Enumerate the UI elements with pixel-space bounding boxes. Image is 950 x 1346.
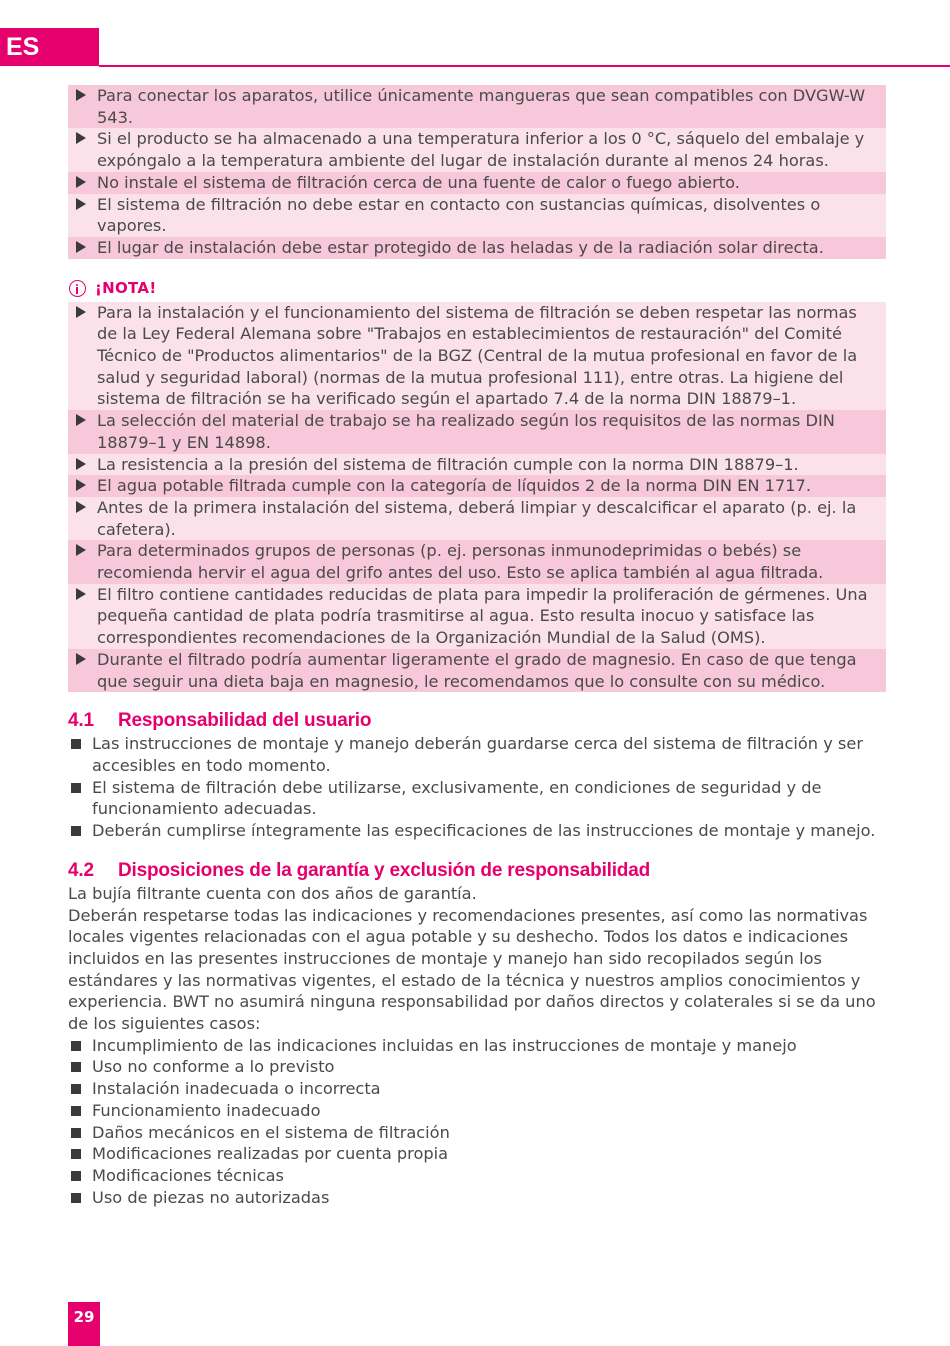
list-item: Modificaciones técnicas	[68, 1165, 886, 1187]
note-heading: ¡NOTA!	[68, 276, 886, 302]
page-number: 29	[68, 1302, 100, 1346]
triangle-bullet-icon	[76, 479, 86, 491]
square-bullet-icon	[71, 739, 81, 749]
page-content	[68, 85, 886, 1208]
square-bullet-icon	[71, 1062, 81, 1072]
list-item: El filtro contiene cantidades reducidas de plata para impedir la proliferación de gérmenes. Una pequeña cantidad de plata podría trasmitirse al agua. Esto resulta inocuo y satisface las correspondientes recomendaciones de la Organización Mundial de la Salud (OMS).	[68, 584, 886, 649]
triangle-bullet-icon	[76, 132, 86, 144]
list-item: El lugar de instalación debe estar protegido de las heladas y de la radiación solar directa.	[68, 237, 886, 259]
list-item: Uso no conforme a lo previsto	[68, 1056, 886, 1078]
warranty-paragraph: La bujía filtrante cuenta con dos años de garantía.	[68, 883, 477, 903]
list-item: El agua potable filtrada cumple con la categoría de líquidos 2 de la norma DIN EN 1717.	[68, 475, 886, 497]
triangle-bullet-icon	[76, 414, 86, 426]
list-item: Si el producto se ha almacenado a una temperatura inferior a los 0 °C, sáquelo del embalaje y expóngalo a la temperatura ambiente del lugar de instalación durante al menos 24 horas.	[68, 128, 886, 171]
square-bullet-icon	[71, 1106, 81, 1116]
list-item: Deberán cumplirse íntegramente las especificaciones de las instrucciones de montaje y manejo.	[68, 820, 886, 842]
square-bullet-icon	[71, 1171, 81, 1181]
header-rule	[99, 65, 950, 67]
list-item: Instalación inadecuada o incorrecta	[68, 1078, 886, 1100]
triangle-bullet-icon	[76, 176, 86, 188]
triangle-bullet-icon	[76, 588, 86, 600]
list-item: No instale el sistema de filtración cerca de una fuente de calor o fuego abierto.	[68, 172, 886, 194]
list-item: Para conectar los aparatos, utilice únicamente mangueras que sean compatibles con DVGW-W 543.	[68, 85, 886, 128]
exclusion-list	[68, 1035, 886, 1209]
list-item: La selección del material de trabajo se ha realizado según los requisitos de las normas DIN 18879–1 y EN 14898.	[68, 410, 886, 453]
list-item: Para la instalación y el funcionamiento del sistema de filtración se deben respetar las normas de la Ley Federal Alemana sobre "Trabajos en establecimientos de restauración" del Comité Técnico de "Productos alimentarios" de la BGZ (Central de la mutua profesional en favor de la salud y seguridad laboral) (normas de la mutua profesional 111), entre otras. La higiene del sistema de filtración se ha verificado según el apartado 7.4 de la norma DIN 18879–1.	[68, 302, 886, 411]
triangle-bullet-icon	[76, 544, 86, 556]
triangle-bullet-icon	[76, 89, 86, 101]
triangle-bullet-icon	[76, 501, 86, 513]
language-tab: ES	[0, 28, 99, 66]
info-icon	[69, 280, 86, 297]
triangle-bullet-icon	[76, 241, 86, 253]
square-bullet-icon	[71, 1084, 81, 1094]
list-item: Durante el filtrado podría aumentar ligeramente el grado de magnesio. En caso de que tenga que seguir una dieta baja en magnesio, le recomendamos que lo consulte con su médico.	[68, 649, 886, 692]
list-item: Para determinados grupos de personas (p. ej. personas inmunodeprimidas o bebés) se recomienda hervir el agua del grifo antes del uso. Esto se aplica también al agua filtrada.	[68, 540, 886, 583]
square-bullet-icon	[71, 783, 81, 793]
square-bullet-icon	[71, 1149, 81, 1159]
triangle-bullet-icon	[76, 306, 86, 318]
triangle-bullet-icon	[76, 653, 86, 665]
list-item: El sistema de filtración no debe estar en contacto con sustancias químicas, disolventes o vapores.	[68, 194, 886, 237]
liability-paragraph: Deberán respetarse todas las indicaciones y recomendaciones presentes, así como las normativas locales vigentes relacionadas con el agua potable y su deshecho. Todos los datos e indicaciones incluidos en las presentes instrucciones de montaje y manejo han sido recopilados según los estándares y las normativas vigentes, el estado de la técnica y nuestros amplios conocimientos y experiencia. BWT no asumirá ninguna responsabilidad por daños directos y colaterales si se da uno de los siguientes casos:	[68, 905, 876, 1034]
section-heading-4-2: 4.2 Disposiciones de la garantía y exclusión de responsabilidad	[68, 859, 650, 881]
square-bullet-icon	[71, 1041, 81, 1051]
list-item: La resistencia a la presión del sistema de filtración cumple con la norma DIN 18879–1.	[68, 454, 886, 476]
section-heading-4-1: 4.1 Responsabilidad del usuario	[68, 710, 372, 732]
list-item: Antes de la primera instalación del sistema, deberá limpiar y descalcificar el aparato (p. ej. la cafetera).	[68, 497, 886, 540]
list-item: Incumplimiento de las indicaciones incluidas en las instrucciones de montaje y manejo	[68, 1035, 886, 1057]
square-bullet-icon	[71, 1193, 81, 1203]
square-bullet-icon	[71, 1128, 81, 1138]
list-item: Las instrucciones de montaje y manejo deberán guardarse cerca del sistema de filtración y ser accesibles en todo momento.	[68, 733, 886, 776]
note-list	[68, 302, 886, 693]
triangle-bullet-icon	[76, 458, 86, 470]
list-item: El sistema de filtración debe utilizarse, exclusivamente, en condiciones de seguridad y de funcionamiento adecuadas.	[68, 777, 886, 820]
list-item: Funcionamiento inadecuado	[68, 1100, 886, 1122]
square-bullet-icon	[71, 826, 81, 836]
warning-list	[68, 85, 886, 259]
triangle-bullet-icon	[76, 198, 86, 210]
list-item: Uso de piezas no autorizadas	[68, 1187, 886, 1209]
responsibility-list	[68, 733, 886, 842]
list-item: Daños mecánicos en el sistema de filtración	[68, 1122, 886, 1144]
list-item: Modificaciones realizadas por cuenta propia	[68, 1143, 886, 1165]
